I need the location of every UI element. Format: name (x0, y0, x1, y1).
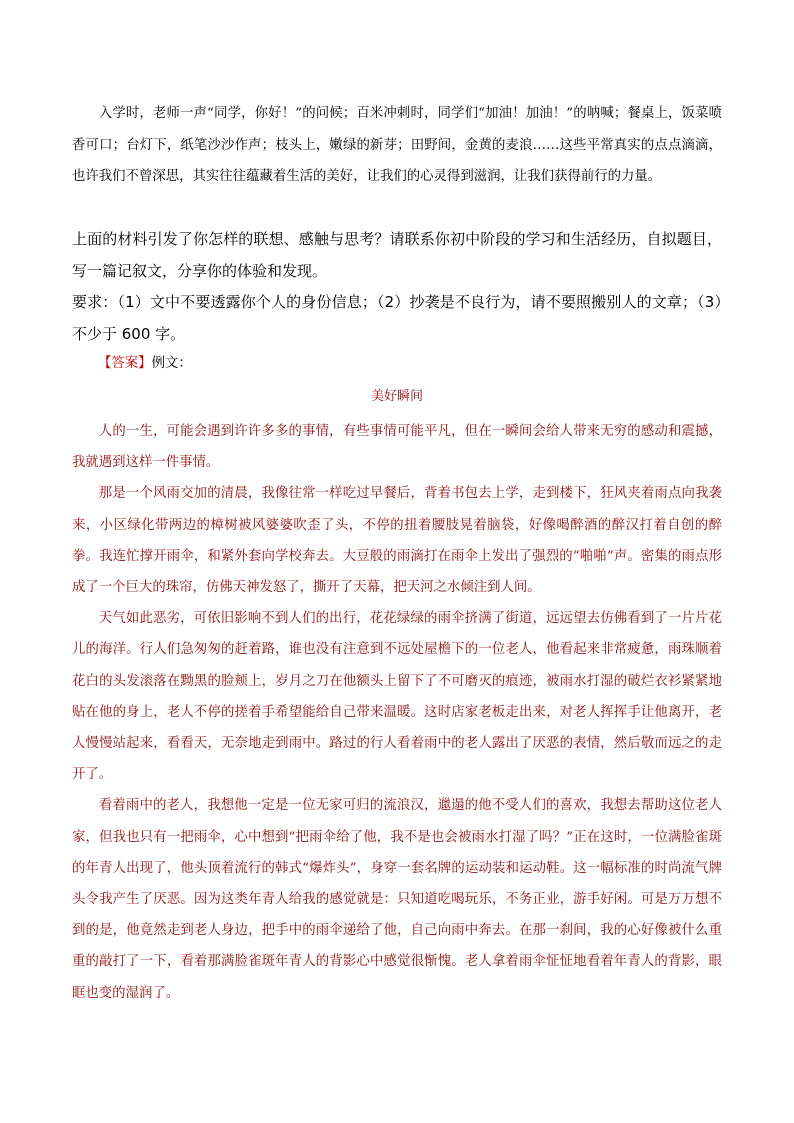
answer-label: 例文： (151, 356, 192, 371)
essay-body (72, 416, 722, 1009)
essay-paragraph-4: 看着雨中的老人，我想他一定是一位无家可归的流浪汉，邋遢的他不受人们的喜欢，我想去帮助这位老人家，但我也只有一把雨伞，心中想到“把雨伞给了他，我不是也会被雨水打湿了吗？”正在这时，一位满脸雀斑的年青人出现了，他头顶着流行的韩式“爆炸头”，身穿一套名牌的运动装和运动鞋。这一幅标准的时尚流气牌头令我产生了厌恶。因为这类年青人给我的感觉就是：只知道吃喝玩乐，不务正业，游手好闲。可是万万想不到的是，他竟然走到老人身边，把手中的雨伞递给了他，自己向雨中奔去。在那一刹间，我的心好像被什么重重的敲打了一下，看着那满脸雀斑年青人的背影心中感觉很惭愧。老人拿着雨伞怔怔地看着年青人的背影，眼眶也变的湿润了。 (72, 798, 722, 1001)
answer-tag: 【答案】 (98, 356, 152, 371)
essay-paragraph-3: 天气如此恶劣，可依旧影响不到人们的出行，花花绿绿的雨伞挤满了街道，远远望去仿佛看到了一片片花儿的海洋。行人们急匆匆的赶着路，谁也没有注意到不远处屋檐下的一位老人，他看起来非常疲惫，雨珠顺着花白的头发滚落在黝黑的脸颊上，岁月之刀在他额头上留下了不可磨灭的痕迹，被雨水打湿的破烂衣衫紧紧地贴在他的身上，老人不停的搓着手希望能给自己带来温暖。这时店家老板走出来，对老人挥挥手让他离开，老人慢慢站起来，看看天，无奈地走到雨中。路过的行人看着雨中的老人露出了厌恶的表情，然后敬而远之的走开了。 (72, 611, 722, 783)
essay-paragraph-2: 那是一个风雨交加的清晨，我像往常一样吃过早餐后，背着书包去上学，走到楼下，狂风夹着雨点向我袭来，小区绿化带两边的樟树被风婆婆吹歪了头，不停的扭着腰肢晃着脑袋，好像喝醉酒的醉汉打着自创的醉拳。我连忙撑开雨伞，和紧外套向学校奔去。大豆般的雨滴打在雨伞上发出了强烈的“啪啪”声。密集的雨点形成了一个巨大的珠帘，仿佛天神发怒了，撕开了天幕，把天河之水倾注到人间。 (72, 486, 722, 596)
essay-paragraph-1: 人的一生，可能会遇到许许多多的事情，有些事情可能平凡，但在一瞬间会给人带来无穷的感动和震撼，我就遇到这样一件事情。 (72, 424, 722, 471)
writing-prompt: 上面的材料引发了你怎样的联想、感触与思考？请联系你初中阶段的学习和生活经历，自拟题目，写一篇记叙文，分享你的体验和发现。 (72, 230, 722, 280)
material-paragraph: 入学时，老师一声“同学，你好！”的问候；百米冲刺时，同学们“加油！加油！”的呐喊；餐桌上，饭菜喷香可口；台灯下，纸笔沙沙作声；枝头上，嫩绿的新芽；田野间，金黄的麦浪……这些平常真实的点点滴滴，也许我们不曾深思，其实往往蕴藏着生活的美好，让我们的心灵得到滋润，让我们获得前行的力量。 (72, 106, 722, 184)
writing-requirements: 要求：（1）文中不要透露你个人的身份信息；（2）抄袭是不良行为，请不要照搬别人的文章；（3）不少于 600 字。 (72, 293, 722, 343)
answer-line (98, 352, 192, 376)
essay-title: 美好瞬间 (370, 389, 423, 404)
